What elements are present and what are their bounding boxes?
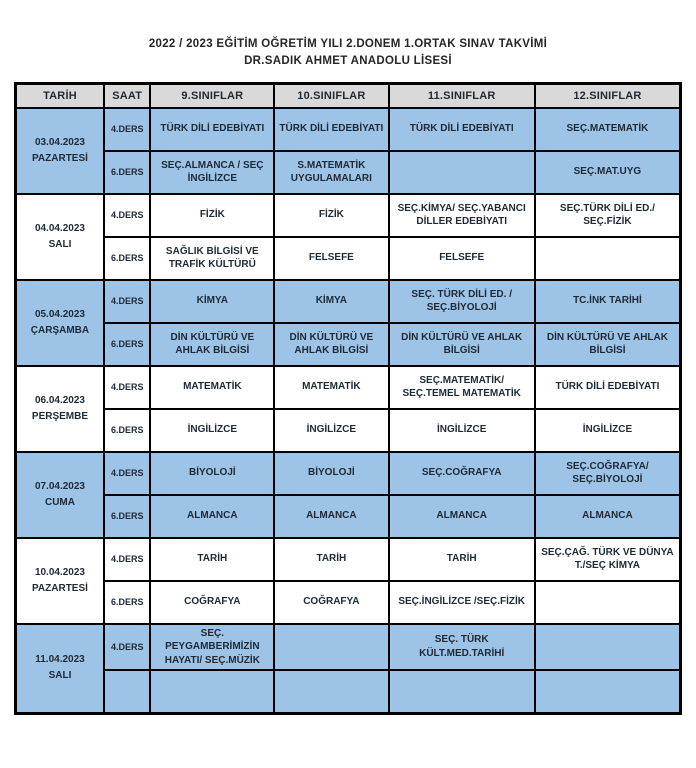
exam-cell: SEÇ.ÇAĞ. TÜRK VE DÜNYA T./SEÇ KİMYA — [535, 538, 681, 581]
table-row — [16, 452, 681, 495]
header-cell-9siniflar: 9.SINIFLAR — [150, 84, 274, 108]
exam-cell: SEÇ.COĞRAFYA — [389, 452, 535, 495]
exam-cell: COĞRAFYA — [150, 581, 274, 624]
document-header — [0, 0, 696, 69]
saat-cell: 4.DERS — [104, 280, 151, 323]
saat-cell: 6.DERS — [104, 151, 151, 194]
exam-cell — [535, 624, 681, 671]
saat-cell: 6.DERS — [104, 237, 151, 280]
exam-cell: TÜRK DİLİ EDEBİYATI — [150, 108, 274, 151]
exam-cell: TARİH — [274, 538, 388, 581]
day-text: SALI — [48, 238, 72, 250]
table-row — [16, 670, 681, 713]
date-text: 11.04.2023 — [35, 654, 85, 665]
exam-cell: İNGİLİZCE — [535, 409, 681, 452]
exam-cell — [389, 151, 535, 194]
day-text: SALI — [48, 670, 72, 681]
exam-cell — [274, 670, 388, 713]
exam-cell: DİN KÜLTÜRÜ VE AHLAK BİLGİSİ — [389, 323, 535, 366]
exam-cell: İNGİLİZCE — [150, 409, 274, 452]
exam-cell: FELSEFE — [274, 237, 388, 280]
exam-cell: MATEMATİK — [150, 366, 274, 409]
exam-cell: SEÇ.MAT.UYG — [535, 151, 681, 194]
table-row — [16, 624, 681, 671]
exam-cell: SEÇ.KİMYA/ SEÇ.YABANCI DİLLER EDEBİYATI — [389, 194, 535, 237]
exam-cell: KİMYA — [274, 280, 388, 323]
header-row — [16, 84, 681, 108]
saat-cell: 6.DERS — [104, 581, 151, 624]
table-row — [16, 409, 681, 452]
exam-cell: FİZİK — [150, 194, 274, 237]
exam-cell: DİN KÜLTÜRÜ VE AHLAK BİLGİSİ — [535, 323, 681, 366]
exam-cell: ALMANCA — [535, 495, 681, 538]
date-cell — [16, 366, 104, 452]
exam-cell: FELSEFE — [389, 237, 535, 280]
date-cell — [16, 108, 104, 194]
exam-cell: SEÇ.MATEMATİK — [535, 108, 681, 151]
exam-cell: SEÇ.İNGİLİZCE /SEÇ.FİZİK — [389, 581, 535, 624]
saat-cell: 4.DERS — [104, 366, 151, 409]
schedule-title-line2: DR.SADIK AHMET ANADOLU LİSESİ — [244, 54, 452, 67]
day-text: PAZARTESİ — [32, 152, 88, 164]
exam-cell: ALMANCA — [274, 495, 388, 538]
exam-cell: TÜRK DİLİ EDEBİYATI — [274, 108, 388, 151]
schedule-title-line1: 2022 / 2023 EĞİTİM OĞRETİM YILI 2.DONEM 1.ORTAK SINAV TAKVİMİ — [148, 38, 548, 50]
table-row — [16, 538, 681, 581]
exam-cell: ALMANCA — [150, 495, 274, 538]
date-text: 07.04.2023 — [34, 480, 85, 492]
date-text: 05.04.2023 — [34, 308, 85, 320]
table-row — [16, 366, 681, 409]
saat-cell: 4.DERS — [104, 108, 151, 151]
table-row — [16, 495, 681, 538]
table-row — [16, 237, 681, 280]
saat-cell: 4.DERS — [104, 538, 151, 581]
day-text: CUMA — [44, 496, 75, 508]
date-cell — [16, 194, 104, 280]
exam-cell: MATEMATİK — [274, 366, 388, 409]
table-row — [16, 194, 681, 237]
saat-cell: 6.DERS — [104, 409, 151, 452]
exam-cell: BİYOLOJİ — [274, 452, 388, 495]
exam-cell: TARİH — [150, 538, 274, 581]
date-cell — [16, 452, 104, 538]
header-cell-10siniflar: 10.SINIFLAR — [274, 84, 388, 108]
exam-cell: FİZİK — [274, 194, 388, 237]
header-cell-tarih: TARİH — [16, 84, 104, 108]
exam-cell: SEÇ. TÜRK DİLİ ED. / SEÇ.BİYOLOJİ — [389, 280, 535, 323]
exam-cell: KİMYA — [150, 280, 274, 323]
table-row — [16, 581, 681, 624]
date-cell — [16, 624, 104, 714]
exam-cell: SAĞLIK BİLGİSİ VE TRAFİK KÜLTÜRÜ — [150, 237, 274, 280]
exam-cell: TÜRK DİLİ EDEBİYATI — [535, 366, 681, 409]
exam-cell: İNGİLİZCE — [389, 409, 535, 452]
exam-cell — [150, 670, 274, 713]
header-cell-12siniflar: 12.SINIFLAR — [535, 84, 681, 108]
saat-cell: 6.DERS — [104, 495, 151, 538]
exam-cell: DİN KÜLTÜRÜ VE AHLAK BİLGİSİ — [274, 323, 388, 366]
exam-cell: DİN KÜLTÜRÜ VE AHLAK BİLGİSİ — [150, 323, 274, 366]
exam-cell: SEÇ. TÜRK KÜLT.MED.TARİHİ — [389, 624, 535, 671]
date-cell — [16, 538, 104, 624]
exam-cell: S.MATEMATİK UYGULAMALARI — [274, 151, 388, 194]
day-text: PERŞEMBE — [31, 410, 89, 422]
exam-cell — [274, 624, 388, 671]
date-text: 03.04.2023 — [34, 136, 85, 148]
exam-cell — [535, 670, 681, 713]
exam-cell: İNGİLİZCE — [274, 409, 388, 452]
exam-cell: SEÇ.COĞRAFYA/ SEÇ.BİYOLOJİ — [535, 452, 681, 495]
day-text: PAZARTESİ — [32, 582, 88, 594]
day-text: ÇARŞAMBA — [30, 324, 90, 336]
date-text: 06.04.2023 — [34, 394, 85, 406]
table-row — [16, 108, 681, 151]
exam-cell — [389, 670, 535, 713]
exam-cell: TC.İNK TARİHİ — [535, 280, 681, 323]
header-cell-11siniflar: 11.SINIFLAR — [389, 84, 535, 108]
table-row — [16, 151, 681, 194]
exam-cell: TARİH — [389, 538, 535, 581]
exam-cell — [535, 581, 681, 624]
table-row — [16, 323, 681, 366]
exam-cell: BİYOLOJİ — [150, 452, 274, 495]
saat-cell — [104, 670, 151, 713]
date-text: 04.04.2023 — [34, 222, 85, 234]
exam-cell: COĞRAFYA — [274, 581, 388, 624]
exam-cell: SEÇ.ALMANCA / SEÇ İNGİLİZCE — [150, 151, 274, 194]
saat-cell: 4.DERS — [104, 624, 151, 671]
table-row — [16, 280, 681, 323]
exam-cell: TÜRK DİLİ EDEBİYATI — [389, 108, 535, 151]
date-text: 10.04.2023 — [34, 566, 85, 578]
exam-cell: SEÇ. PEYGAMBERİMİZİN HAYATI/ SEÇ.MÜZİK — [150, 624, 274, 671]
header-cell-saat: SAAT — [104, 84, 151, 108]
exam-cell — [535, 237, 681, 280]
exam-cell: SEÇ.MATEMATİK/ SEÇ.TEMEL MATEMATİK — [389, 366, 535, 409]
exam-schedule-table — [14, 82, 682, 715]
saat-cell: 4.DERS — [104, 452, 151, 495]
date-cell — [16, 280, 104, 366]
exam-cell: SEÇ.TÜRK DİLİ ED./ SEÇ.FİZİK — [535, 194, 681, 237]
saat-cell: 4.DERS — [104, 194, 151, 237]
saat-cell: 6.DERS — [104, 323, 151, 366]
exam-cell: ALMANCA — [389, 495, 535, 538]
